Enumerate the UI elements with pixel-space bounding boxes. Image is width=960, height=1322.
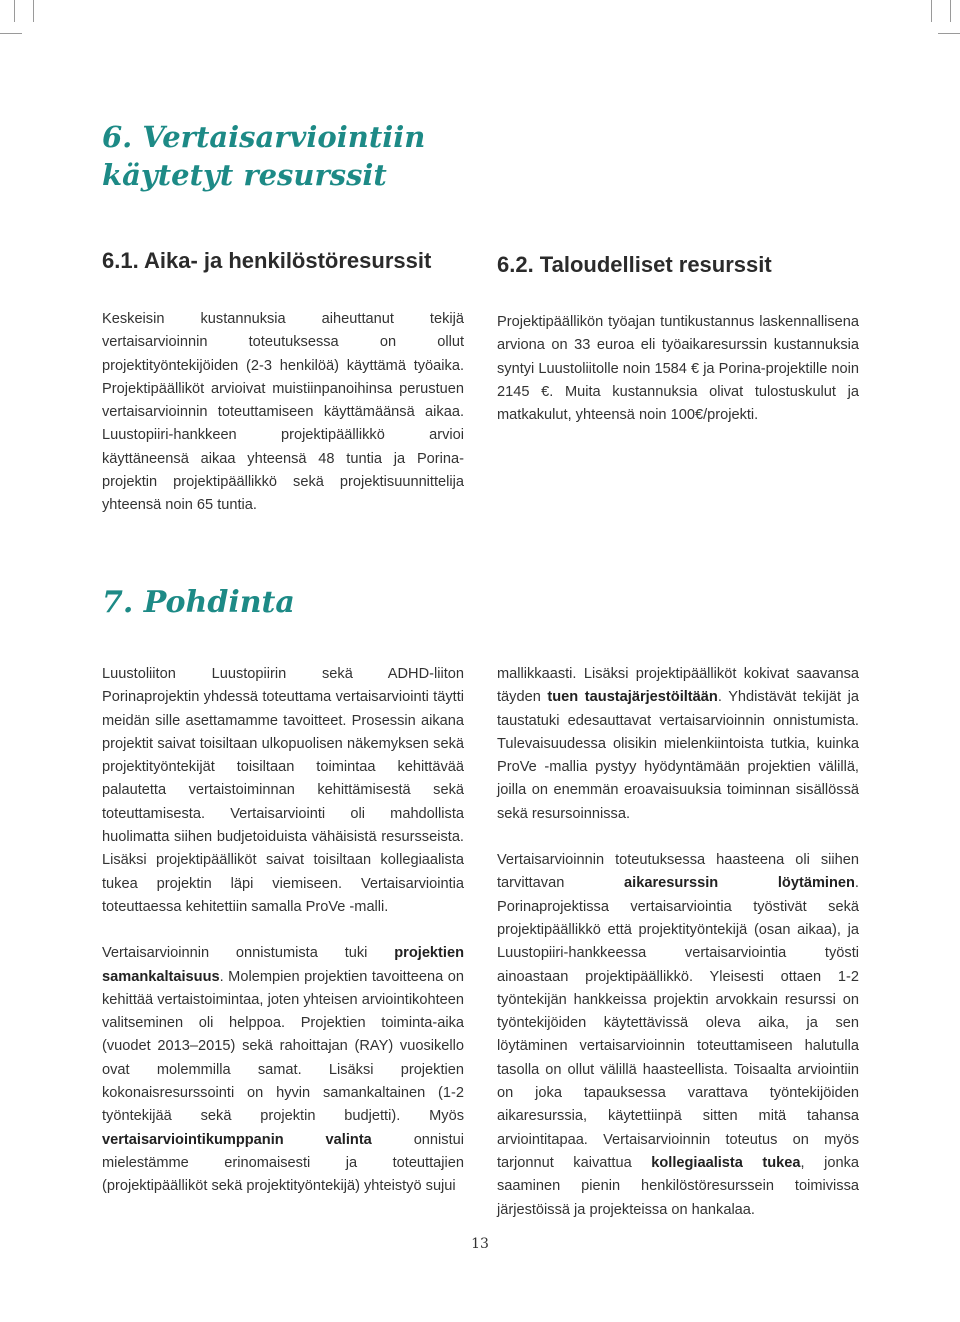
section-6-1-body (102, 308, 464, 518)
crop-mark (0, 33, 22, 34)
section-7-right-column (497, 663, 859, 1222)
section-7-right-paragraph-1 (497, 663, 859, 826)
text-run: mallikkaasti. Lisäksi projektipäälliköt kokivat saavansa täyden (497, 666, 859, 706)
crop-mark (931, 0, 932, 22)
section-7-left-paragraph-1: Luustoliiton Luustopiirin sekä ADHD-liiton Porinaprojektin yhdessä toteuttama vertaisarviointi täytti meidän sille asettamamme tavoitteet. Prosessin aikana projektit saivat toisiltaan ulkopuolisen näkemyksen sekä projektityöntekijät toisiltaan toimintaa kehittävää palautetta vertaistoiminnan kehittämisestä sekä toteuttamisesta. Vertaisarviointi oli mahdollista huolimatta siihen budjetoiduista vähäisistä resursseista. Lisäksi projektipäälliköt saivat toisiltaan kollegiaalista tukea projektin läpi viemiseen. Vertaisarviointia toteuttaessa kehitettiin samalla ProVe -malli. (102, 666, 464, 915)
text-run: . Yhdistävät tekijät ja taustatuki edesauttavat vertaisarvioinnin onnistumista. Tulevaisuudessa olisikin mielenkiintoista tutkia, kuinka ProVe -mallia pystyy hyödyntämään projektien välillä, joilla on enemmän eroavaisuuksia toiminnan sisällössä sekä resursoinnissa. (497, 689, 859, 822)
text-run: , jonka saaminen pienin henkilöstöresurssein toimivissa järjestöissä ja projekteissa on hankalaa. (497, 1154, 859, 1218)
emphasis-time-resource: aikaresurssin löytäminen (624, 875, 855, 892)
section-6-2-body (497, 311, 859, 427)
crop-mark (14, 0, 15, 22)
emphasis-similarity: projektien samankaltaisuus (102, 945, 464, 985)
section-6-1-paragraph: Keskeisin kustannuksia aiheuttanut tekijä vertaisarvioinnin toteutuksessa on ollut projektityöntekijöiden (2-3 henkilöä) käyttämä työaika. Projektipäälliköt arvioivat muistiinpanoihinsa perustuen vertaisarvioinnin toteuttamiseen käyttämäänsä aikaa. Luustopiiri-hankkeen projektipäällikkö arvioi käyttäneensä aikaa yhteensä 48 tuntia ja Porina-projektin projektipäällikkö sekä projektisuunnittelija yhteensä noin 65 tuntia. (102, 311, 464, 514)
crop-mark (950, 0, 951, 22)
section-6-1-heading: 6.1. Aika- ja henkilöstöresurssit (102, 248, 432, 273)
section-6-title-line-2: käytetyt resurssit (102, 158, 387, 192)
section-6-2-heading: 6.2. Taloudelliset resurssit (497, 252, 772, 277)
page-number: 13 (471, 1236, 489, 1252)
crop-mark (33, 0, 34, 22)
emphasis-support: tuen taustajärjestöiltään (547, 689, 718, 706)
section-7-title: 7. Pohdinta (102, 585, 295, 620)
text-run: onnistui mielestämme erinomaisesti ja toteuttajien (projektipäälliköt sekä projektityöntekijä) yhteistyö sujui (102, 1131, 464, 1195)
section-6-2-paragraph: Projektipäällikön työajan tuntikustannus laskennallisena arviona on 33 euroa eli työaikaresurssin kustannuksia syntyi Luustoliitolle noin 1584 € ja Porina-projektille noin 2145 €. Muita kustannuksia olivat tulostuskulut ja matkakulut, yhteensä noin 100€/projekti. (497, 314, 859, 424)
emphasis-partner-choice: vertaisarviointikumppanin valinta (102, 1131, 372, 1148)
section-7-right-paragraph-2 (497, 849, 859, 1222)
section-6-title (102, 118, 425, 194)
text-run: Vertaisarvioinnin toteutuksessa haasteena oli siihen tarvittavan (497, 852, 859, 892)
text-run: . Porinaprojektissa vertaisarviointia työstivät sekä projektipäällikkö että projektityöntekijä (osan aikaa), ja Luustopiiri-hankkeessa vertaisarviointia työsti ainoastaan projektipäällikkö. Yleisesti ottaen 1-2 työntekijän hankkeissa projektin arvokkain resurssi on työntekijöiden käytettävissä oleva aika, ja sen löytäminen vertaisarvioinnin toteuttamiseen halutulla tasolla on ollut välillä haasteellista. Toisaalta arviointiin on joka tapauksessa varattava työntekijöiden aikaresurssia, käytettiinpä sitten mitä tahansa arviointitapaa. Vertaisarvioinnin toteutus on myös tarjonnut kaivattua (497, 875, 859, 1171)
section-6-title-line-1: 6. Vertaisarviointiin (102, 120, 426, 154)
section-7-left-column (102, 663, 464, 1199)
text-run: Vertaisarvioinnin onnistumista tuki (102, 945, 395, 962)
emphasis-collegial-support: kollegiaalista tukea (651, 1154, 801, 1171)
text-run: . Molempien projektien tavoitteena on kehittää vertaistoimintaa, joten yhteisen arviointikohteen valitseminen oli helppoa. Projektien toiminta-aika (vuodet 2013–2015) sekä rahoittajan (RAY) vuosikello ovat molemmilla samat. Lisäksi projektien kokonaisresurssointi on hyvin samankaltainen (1-2 työntekijää sekä projektin budjetti). Myös (102, 968, 464, 1125)
section-7-left-paragraph-2 (102, 942, 464, 1198)
crop-mark (938, 33, 960, 34)
